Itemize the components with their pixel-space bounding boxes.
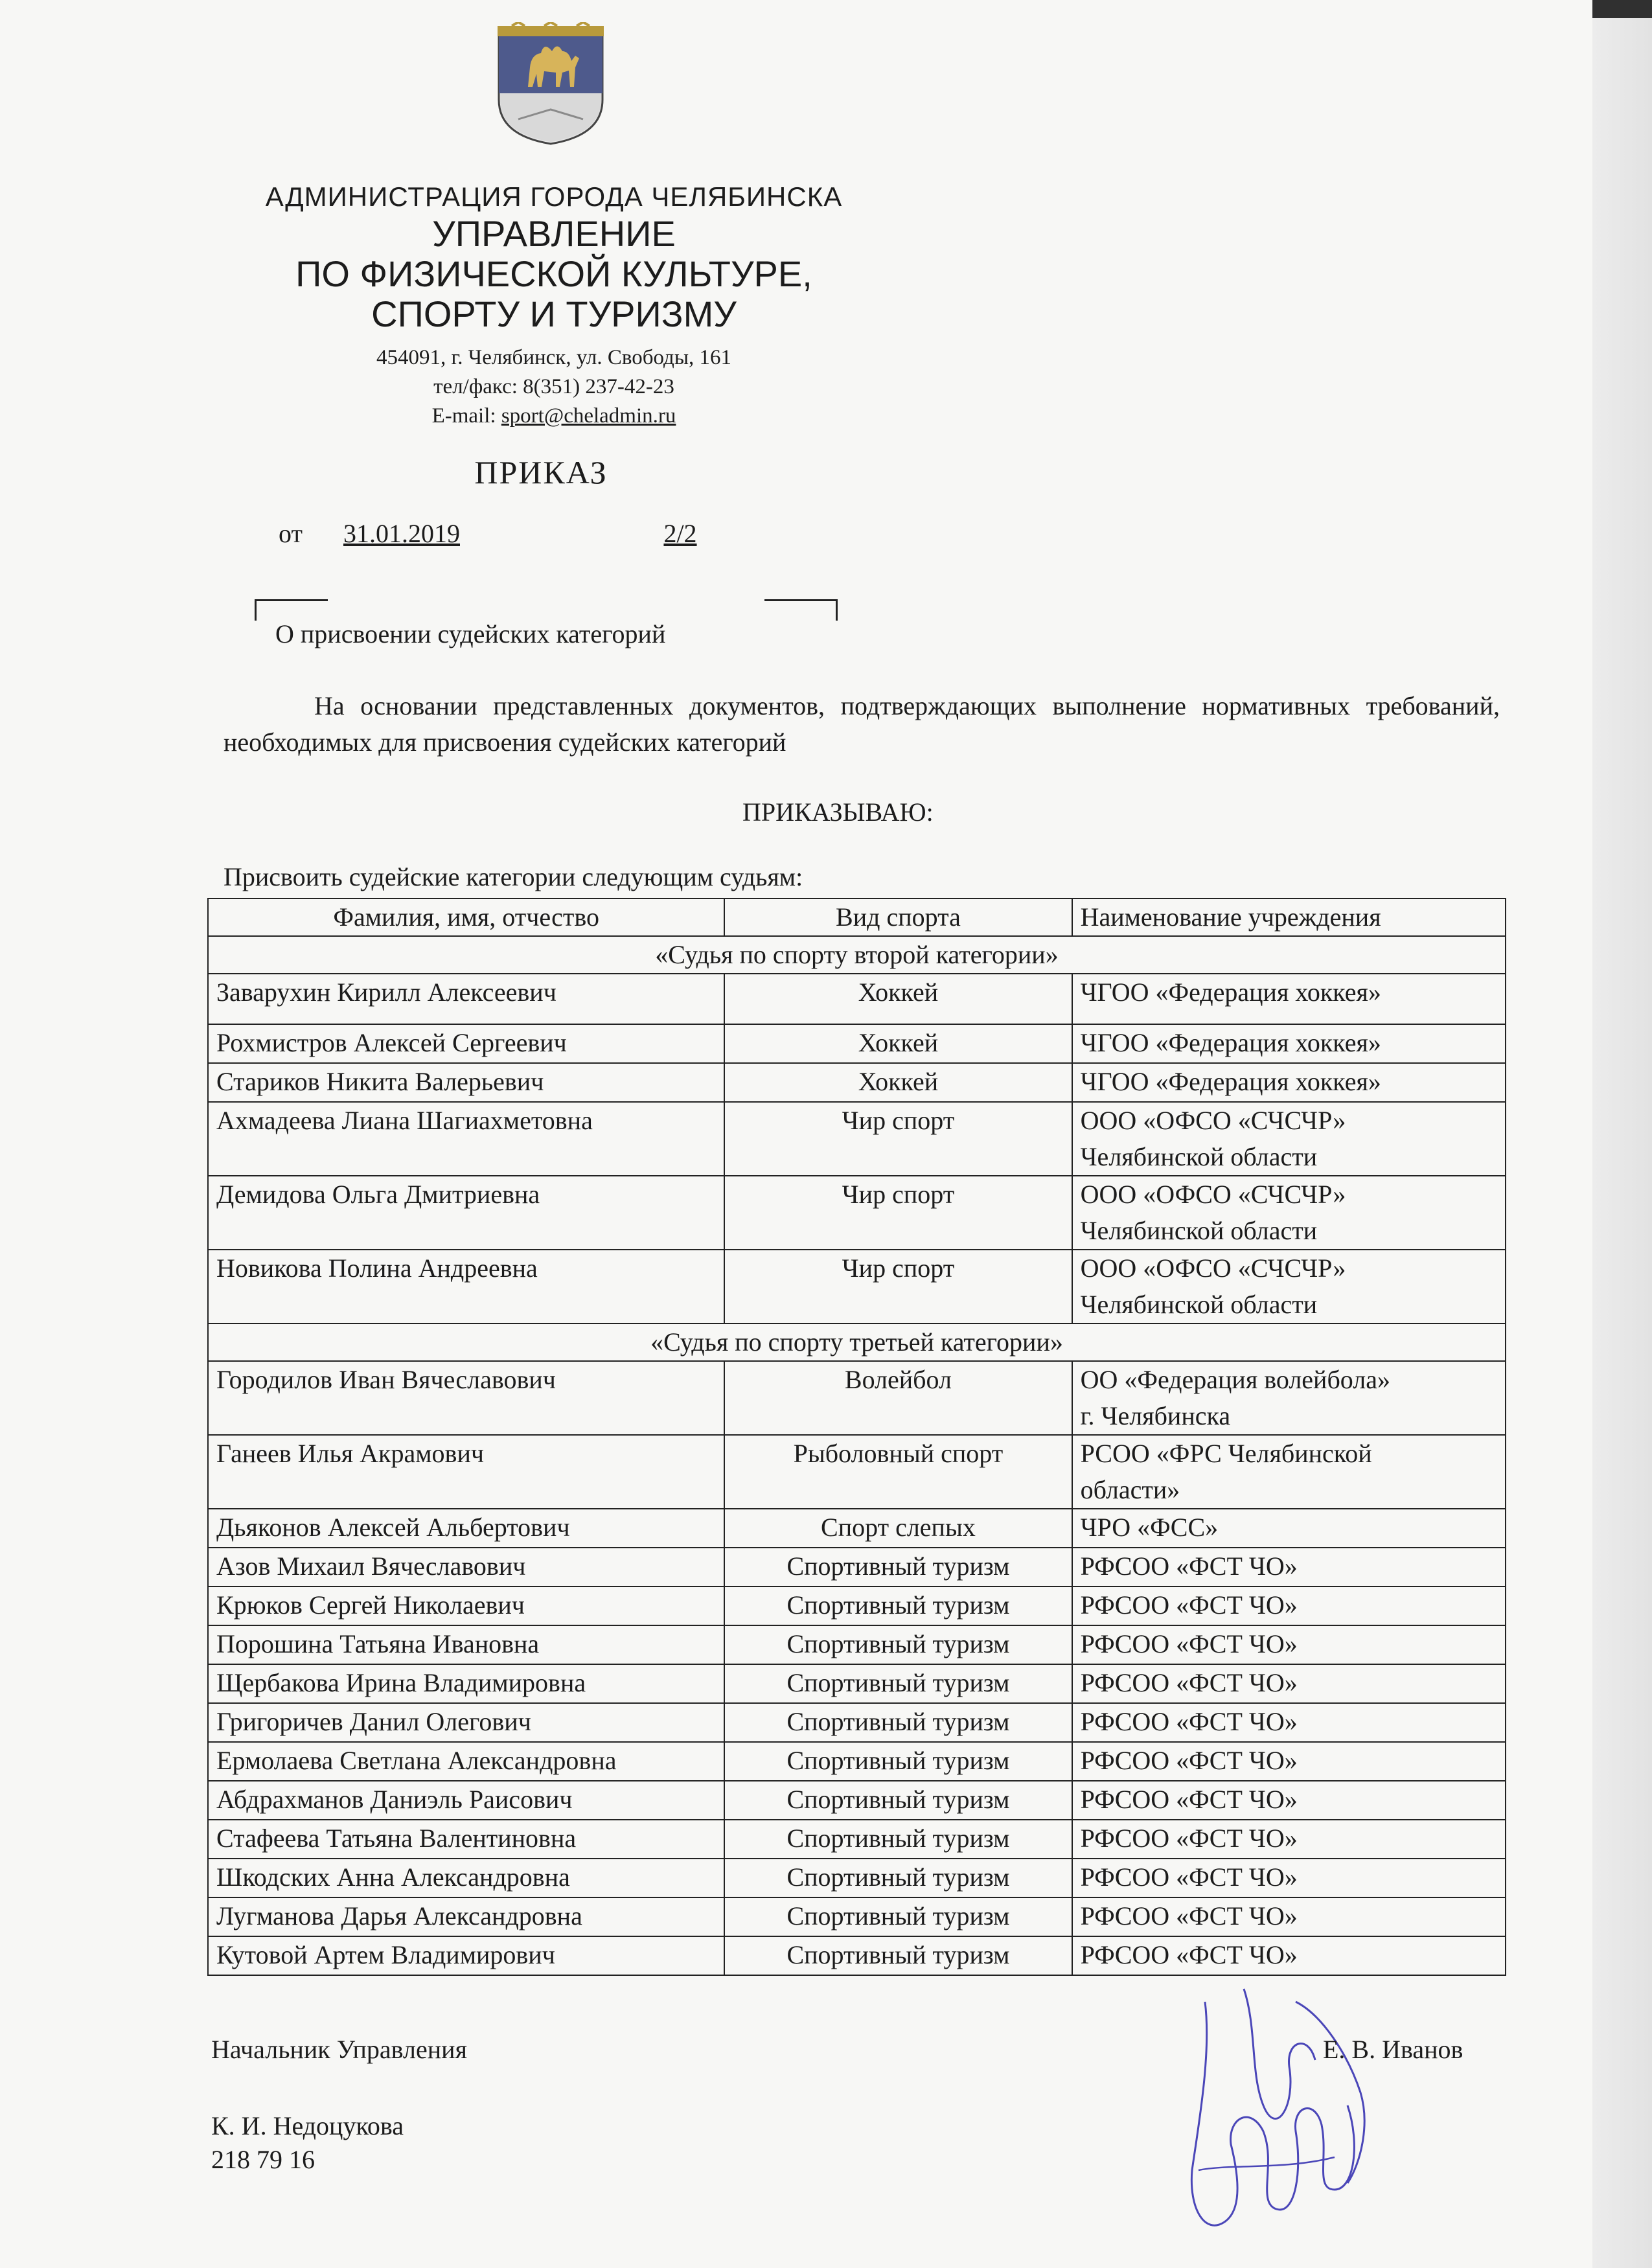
sport-cell: Рыболовный спорт	[724, 1435, 1072, 1509]
table-row	[208, 1781, 1506, 1820]
judge-name-cell: Лугманова Дарья Александровна	[208, 1897, 724, 1936]
organization-cell	[1072, 1102, 1506, 1176]
department-name	[194, 214, 913, 334]
organization-cell	[1072, 1548, 1506, 1586]
table-row	[208, 1548, 1506, 1586]
organization-cell	[1072, 974, 1506, 1024]
signatory-position: Начальник Управления	[211, 2035, 467, 2064]
table-row	[208, 1703, 1506, 1742]
table-header-row	[208, 899, 1506, 936]
judge-name-cell: Щербакова Ирина Владимировна	[208, 1664, 724, 1703]
sport-cell: Спортивный туризм	[724, 1586, 1072, 1625]
organization-line-1: ЧГОО «Федерация хоккея»	[1080, 1067, 1381, 1096]
organization-cell	[1072, 1024, 1506, 1063]
organization-line-2: Челябинской области	[1080, 1142, 1318, 1171]
table-row	[208, 1625, 1506, 1664]
sport-cell: Спорт слепых	[724, 1509, 1072, 1548]
table-row	[208, 1664, 1506, 1703]
judge-name-cell: Порошина Татьяна Ивановна	[208, 1625, 724, 1664]
table-row	[208, 1024, 1506, 1063]
table-row	[208, 1936, 1506, 1975]
organization-cell	[1072, 1509, 1506, 1548]
organization-cell	[1072, 1781, 1506, 1820]
judge-name-cell: Рохмистров Алексей Сергеевич	[208, 1024, 724, 1063]
table-row	[208, 1361, 1506, 1435]
department-line-1: УПРАВЛЕНИЕ	[432, 213, 676, 254]
judge-name-cell: Дьяконов Алексей Альбертович	[208, 1509, 724, 1548]
organization-line-1: РФСОО «ФСТ ЧО»	[1080, 1629, 1298, 1658]
sport-cell: Спортивный туризм	[724, 1781, 1072, 1820]
column-header-organization: Наименование учреждения	[1072, 899, 1506, 936]
judge-name-cell: Шкодских Анна Александровна	[208, 1859, 724, 1897]
judge-name-cell: Ганеев Илья Акрамович	[208, 1435, 724, 1509]
email-label: E-mail:	[431, 404, 501, 428]
organization-line-1: РФСОО «ФСТ ЧО»	[1080, 1824, 1298, 1853]
category-third-label: «Судья по спорту третьей категории»	[208, 1323, 1506, 1361]
sport-cell: Спортивный туризм	[724, 1625, 1072, 1664]
judge-name-cell: Стариков Никита Валерьевич	[208, 1063, 724, 1102]
column-header-name: Фамилия, имя, отчество	[208, 899, 724, 936]
coat-of-arms-icon	[492, 22, 609, 145]
judge-name-cell: Городилов Иван Вячеславович	[208, 1361, 724, 1435]
organization-line-2: г. Челябинска	[1080, 1401, 1231, 1430]
sport-cell: Хоккей	[724, 974, 1072, 1024]
executor-name: К. И. Недоцукова	[211, 2111, 404, 2140]
organization-line-1: РФСОО «ФСТ ЧО»	[1080, 1940, 1298, 1969]
organization-cell	[1072, 1361, 1506, 1435]
handwritten-signature	[1166, 1976, 1380, 2248]
organization-line-1: РФСОО «ФСТ ЧО»	[1080, 1590, 1298, 1620]
organization-cell	[1072, 1897, 1506, 1936]
organization-line-1: ООО «ОФСО «СЧСЧР»	[1080, 1180, 1346, 1209]
order-number: 2/2	[663, 519, 697, 548]
organization-cell	[1072, 1820, 1506, 1859]
organization-line-1: ОО «Федерация волейбола»	[1080, 1365, 1390, 1394]
organization-line-1: РФСОО «ФСТ ЧО»	[1080, 1552, 1298, 1581]
organization-line-1: РФСОО «ФСТ ЧО»	[1080, 1785, 1298, 1814]
document-title: ПРИКАЗ	[474, 454, 608, 490]
sport-cell: Хоккей	[724, 1063, 1072, 1102]
category-second-label: «Судья по спорту второй категории»	[208, 936, 1506, 974]
sport-cell: Чир спорт	[724, 1250, 1072, 1323]
order-date: 31.01.2019	[343, 519, 460, 548]
department-line-3: СПОРТУ И ТУРИЗМУ	[371, 293, 737, 334]
administration-title: АДМИНИСТРАЦИЯ ГОРОДА ЧЕЛЯБИНСКА	[265, 181, 843, 212]
judge-name-cell: Новикова Полина Андреевна	[208, 1250, 724, 1323]
judge-name-cell: Азов Михаил Вячеславович	[208, 1548, 724, 1586]
sport-cell: Спортивный туризм	[724, 1936, 1072, 1975]
organization-cell	[1072, 1586, 1506, 1625]
organization-line-1: ООО «ОФСО «СЧСЧР»	[1080, 1254, 1346, 1283]
table-row	[208, 1820, 1506, 1859]
table-row	[208, 974, 1506, 1024]
subject-bracket-left	[255, 599, 328, 621]
judges-table	[207, 898, 1506, 1976]
signatory-name: Е. В. Иванов	[1323, 2035, 1463, 2064]
organization-line-1: РФСОО «ФСТ ЧО»	[1080, 1668, 1298, 1697]
table-row	[208, 1742, 1506, 1781]
organization-cell	[1072, 1176, 1506, 1250]
table-row	[208, 1176, 1506, 1250]
judge-name-cell: Ермолаева Светлана Александровна	[208, 1742, 724, 1781]
table-row	[208, 1063, 1506, 1102]
table-row	[208, 1435, 1506, 1509]
judge-name-cell: Абдрахманов Даниэль Раисович	[208, 1781, 724, 1820]
sport-cell: Спортивный туризм	[724, 1897, 1072, 1936]
subject-bracket-right	[764, 599, 838, 621]
organization-line-1: ЧГОО «Федерация хоккея»	[1080, 978, 1381, 1007]
email-line	[194, 402, 913, 431]
order-directive: ПРИКАЗЫВАЮ:	[742, 797, 934, 827]
address: 454091, г. Челябинск, ул. Свободы, 161	[376, 346, 732, 369]
date-label: от	[279, 519, 303, 548]
order-subject: О присвоении судейских категорий	[275, 619, 666, 648]
sport-cell: Чир спорт	[724, 1176, 1072, 1250]
sport-cell: Спортивный туризм	[724, 1548, 1072, 1586]
table-row	[208, 1897, 1506, 1936]
organization-line-1: РФСОО «ФСТ ЧО»	[1080, 1746, 1298, 1775]
table-row	[208, 1102, 1506, 1176]
organization-cell	[1072, 1742, 1506, 1781]
organization-line-1: РСОО «ФРС Челябинской	[1080, 1439, 1372, 1468]
organization-cell	[1072, 1250, 1506, 1323]
organization-line-1: ЧГОО «Федерация хоккея»	[1080, 1028, 1381, 1057]
category-row-third	[208, 1323, 1506, 1361]
column-header-sport: Вид спорта	[724, 899, 1072, 936]
organization-cell	[1072, 1435, 1506, 1509]
organization-line-1: РФСОО «ФСТ ЧО»	[1080, 1901, 1298, 1930]
table-row	[208, 1250, 1506, 1323]
executor-phone: 218 79 16	[211, 2145, 315, 2174]
judge-name-cell: Крюков Сергей Николаевич	[208, 1586, 724, 1625]
judge-name-cell: Демидова Ольга Дмитриевна	[208, 1176, 724, 1250]
basis-paragraph: На основании представленных документов, подтверждающих выполнение нормативных требований, необходимых для присвоения судейских категорий	[224, 691, 1500, 757]
department-line-2: ПО ФИЗИЧЕСКОЙ КУЛЬТУРЕ,	[295, 253, 812, 294]
organization-line-2: Челябинской области	[1080, 1216, 1318, 1245]
page-edge	[1592, 0, 1652, 2268]
organization-cell	[1072, 1664, 1506, 1703]
organization-line-2: Челябинской области	[1080, 1290, 1318, 1319]
judge-name-cell: Ахмадеева Лиана Шагиахметовна	[208, 1102, 724, 1176]
category-row-second	[208, 936, 1506, 974]
sport-cell: Спортивный туризм	[724, 1664, 1072, 1703]
judge-name-cell: Заварухин Кирилл Алексеевич	[208, 974, 724, 1024]
email-link[interactable]: sport@cheladmin.ru	[501, 404, 676, 428]
organization-line-1: РФСОО «ФСТ ЧО»	[1080, 1862, 1298, 1892]
sport-cell: Спортивный туризм	[724, 1859, 1072, 1897]
organization-cell	[1072, 1063, 1506, 1102]
phone-fax: тел/факс: 8(351) 237-42-23	[433, 375, 674, 398]
assign-intro: Присвоить судейские категории следующим судьям:	[224, 862, 803, 891]
judge-name-cell: Григоричев Данил Олегович	[208, 1703, 724, 1742]
judge-name-cell: Стафеева Татьяна Валентиновна	[208, 1820, 724, 1859]
sport-cell: Спортивный туризм	[724, 1820, 1072, 1859]
table-body	[208, 936, 1506, 1975]
organization-line-1: ООО «ОФСО «СЧСЧР»	[1080, 1106, 1346, 1135]
table-row	[208, 1859, 1506, 1897]
sport-cell: Хоккей	[724, 1024, 1072, 1063]
organization-line-1: РФСОО «ФСТ ЧО»	[1080, 1707, 1298, 1736]
table-row	[208, 1586, 1506, 1625]
organization-cell	[1072, 1703, 1506, 1742]
organization-line-2: области»	[1080, 1475, 1180, 1504]
sport-cell: Чир спорт	[724, 1102, 1072, 1176]
sport-cell: Спортивный туризм	[724, 1703, 1072, 1742]
judge-name-cell: Кутовой Артем Владимирович	[208, 1936, 724, 1975]
scan-shadow	[1592, 0, 1652, 18]
sport-cell: Волейбол	[724, 1361, 1072, 1435]
table-row	[208, 1509, 1506, 1548]
organization-cell	[1072, 1936, 1506, 1975]
sport-cell: Спортивный туризм	[724, 1742, 1072, 1781]
organization-cell	[1072, 1859, 1506, 1897]
organization-cell	[1072, 1625, 1506, 1664]
organization-line-1: ЧРО «ФСС»	[1080, 1513, 1219, 1542]
